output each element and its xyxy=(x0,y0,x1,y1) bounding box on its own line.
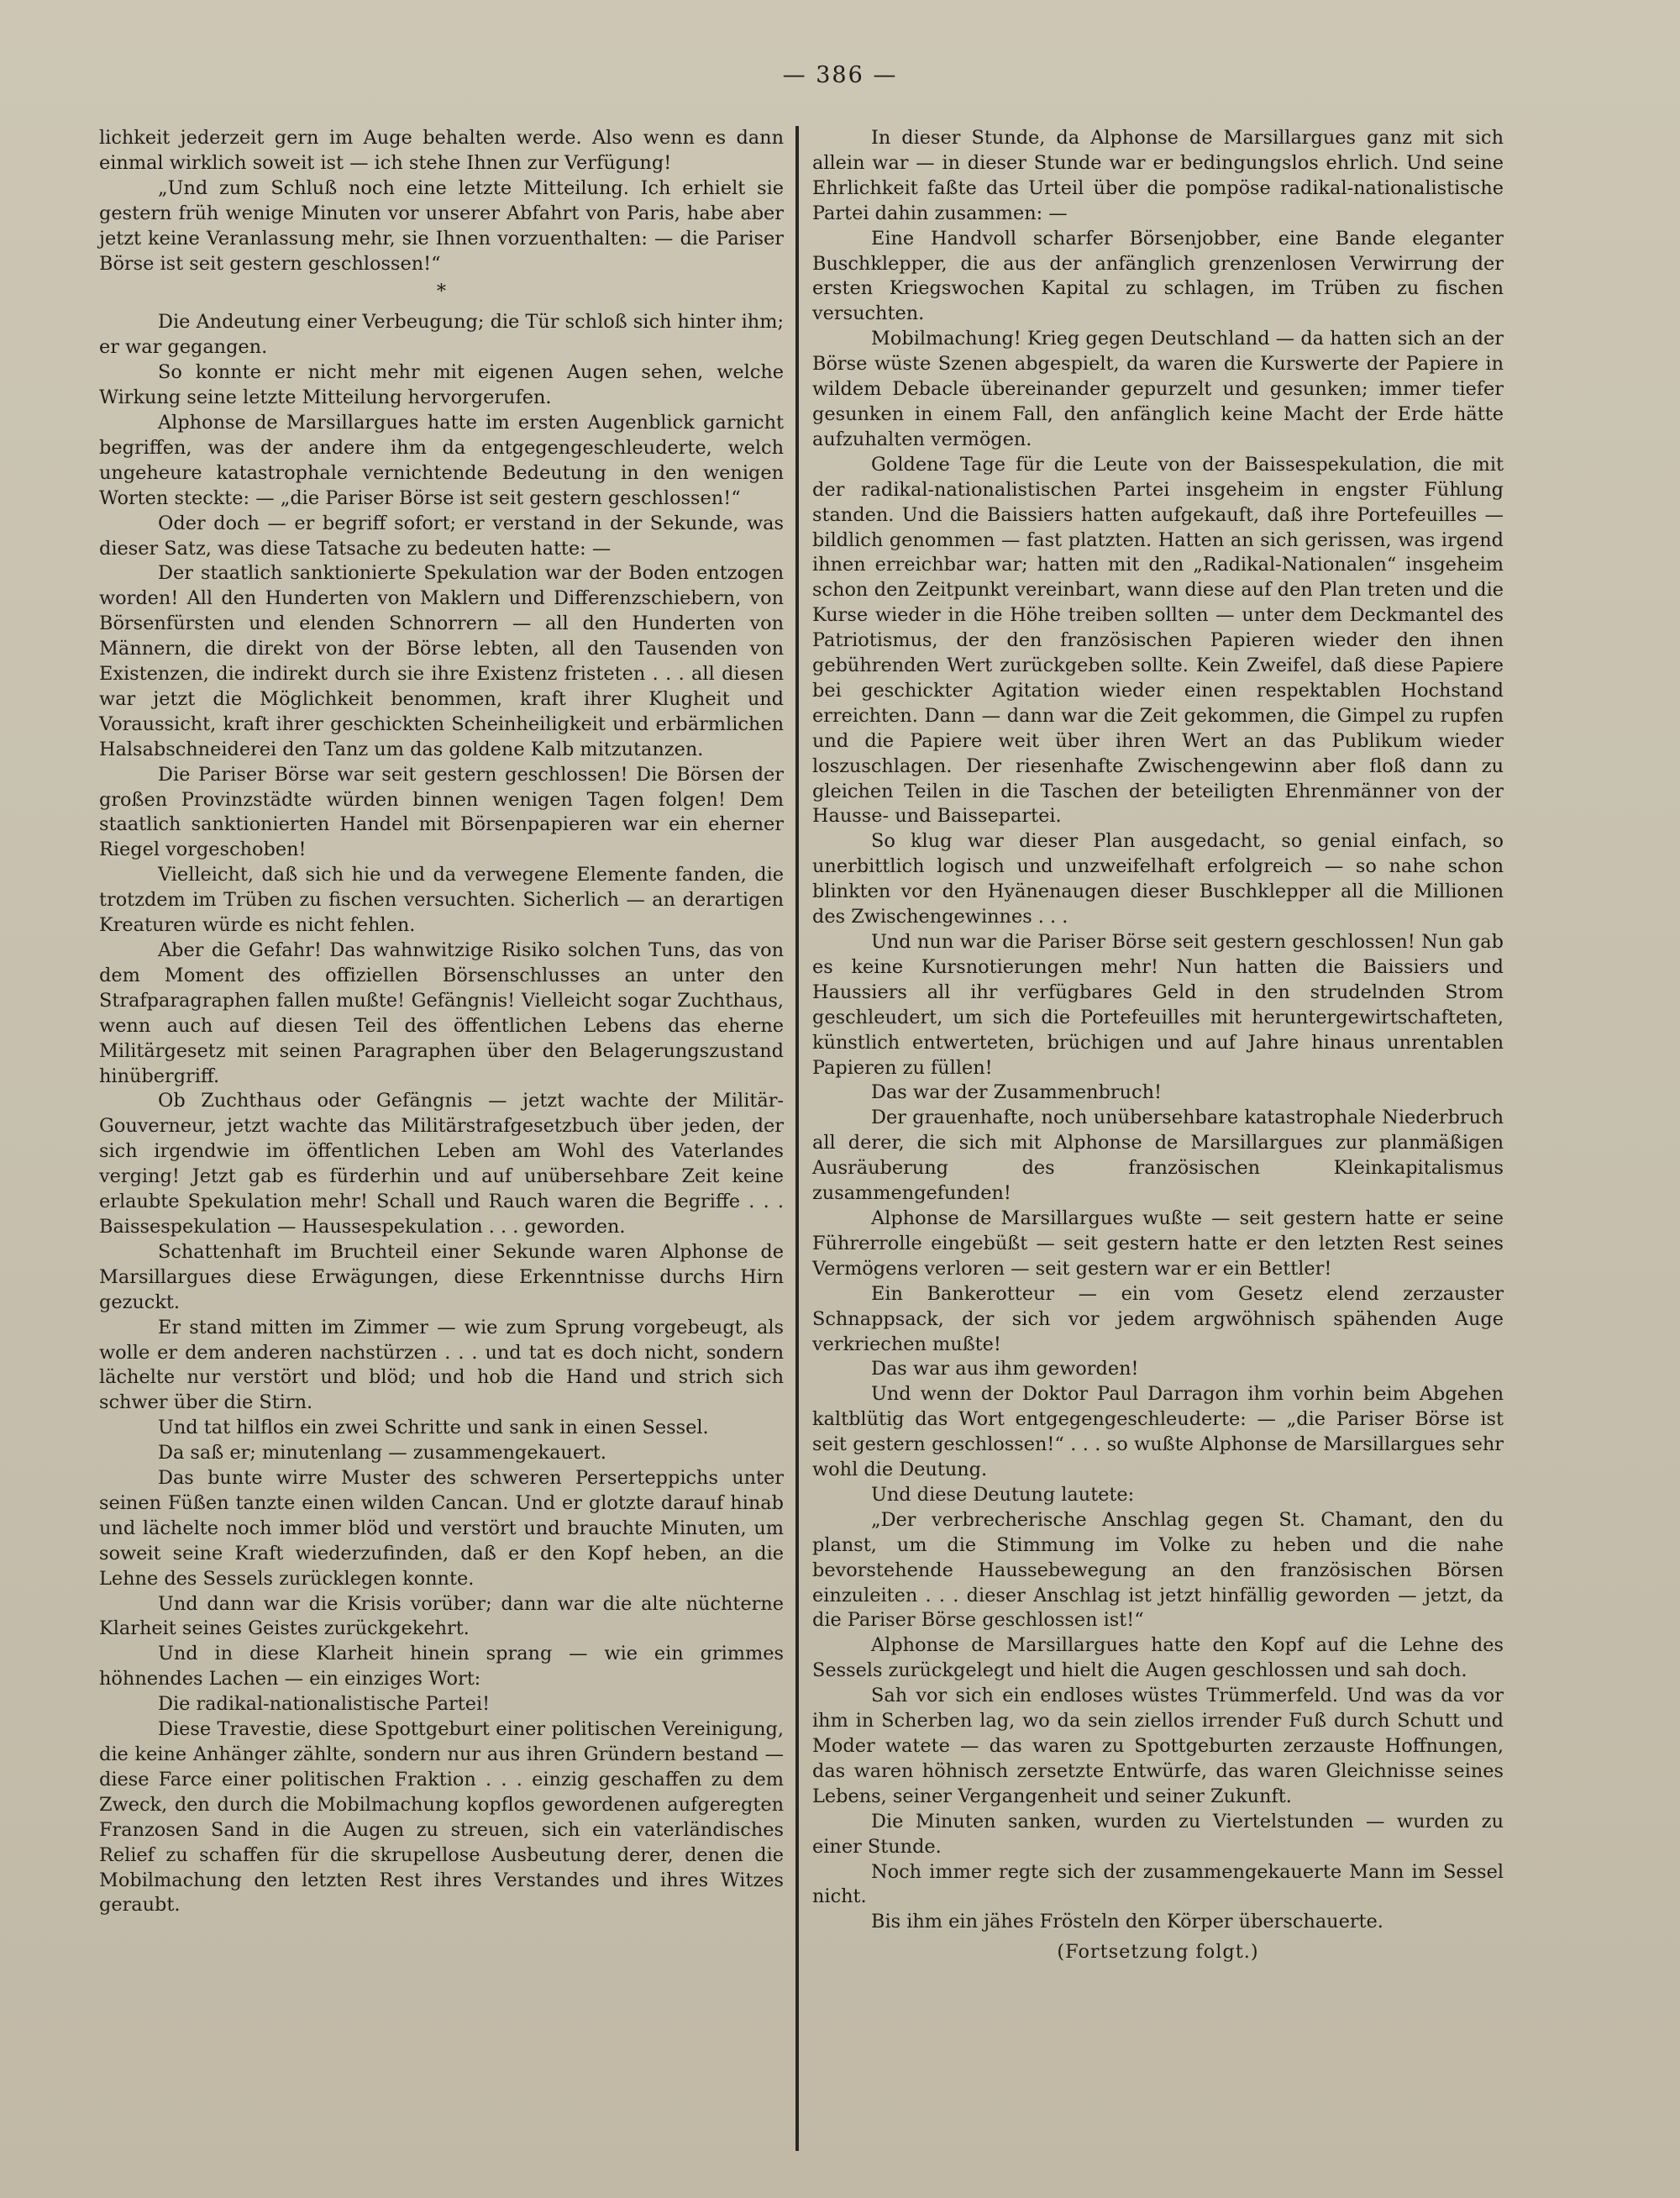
paragraph: Schattenhaft im Bruchteil einer Sekunde waren Alphonse de Marsillargues diese Erwägungen, diese Erkenntnisse durchs Hirn gezuckt. xyxy=(99,1240,784,1313)
paragraph: Der grauenhafte, noch unübersehbare katastrophale Niederbruch all derer, die sich mit Alphonse de Marsillargues zur planmäßigen Ausräuberung des französischen Kleinkapitalismus zusammengefunden! xyxy=(812,1107,1504,1205)
paragraph: Noch immer regte sich der zusammengekauerte Mann im Sessel nicht. xyxy=(812,1860,1504,1908)
paragraph: Und wenn der Doktor Paul Darragon ihm vorhin beim Abgehen kaltblütig das Wort entgegengeschleuderte: — „die Pariser Börse ist seit gestern geschlossen!“ . . . so wußte Alphonse de Marsillargues sehr wohl die Deutung. xyxy=(812,1383,1504,1481)
paragraph: Das war aus ihm geworden! xyxy=(871,1358,1139,1380)
section-break: * xyxy=(436,281,447,303)
paragraph: Die radikal-nationalistische Partei! xyxy=(158,1693,491,1716)
paragraph: Vielleicht, daß sich hie und da verwegene Elemente fanden, die trotzdem im Trüben zu fischen versuchten. Sicherlich — an derartigen Kreaturen würde es nicht fehlen. xyxy=(99,864,784,937)
paragraph: Und dann war die Krisis vorüber; dann war die alte nüchterne Klarheit seines Geistes zurückgekehrt. xyxy=(99,1592,784,1640)
paragraph: Mobilmachung! Krieg gegen Deutschland — da hatten sich an der Börse wüste Szenen abgespielt, da waren die Kurswerte der Papiere in wildem Debacle übereinander gepurzelt und gesunken; immer tiefer gesunken in einem Fall, den anfänglich keine Macht der Erde hätte aufzuhalten vermögen. xyxy=(812,328,1504,450)
paragraph: Die Pariser Börse war seit gestern geschlossen! Die Börsen der großen Provinzstädte würden binnen wenigen Tagen folgen! Dem staatlich sanktionierten Handel mit Börsenpapieren war ein eherner Riegel vorgeschoben! xyxy=(99,763,784,861)
paragraph: Und tat hilflos ein zwei Schritte und sank in einen Sessel. xyxy=(158,1417,709,1439)
paragraph: In dieser Stunde, da Alphonse de Marsillargues ganz mit sich allein war — in dieser Stunde war er bedingungslos ehrlich. Und seine Ehrlichkeit faßte das Urteil über die pompöse radikal-nationalistische Partei dahin zusammen: — xyxy=(812,127,1504,224)
right-column xyxy=(812,126,1504,1965)
paragraph: So klug war dieser Plan ausgedacht, so genial einfach, so unerbittlich logisch und unzweifelhaft erfolgreich — so nahe schon blinkten vor den Hyänenaugen dieser Buschklepper all die Millionen des Zwischengewinnes . . . xyxy=(812,830,1504,928)
paragraph: Das bunte wirre Muster des schweren Perserteppichs unter seinen Füßen tanzte einen wilden Cancan. Und er glotzte darauf hinab und lächelte noch immer blöd und verstört und brauchte Minuten, um soweit seine Kraft wiederzufinden, daß er den Kopf heben, an die Lehne des Sessels zurücklegen konnte. xyxy=(99,1467,784,1590)
paragraph: Die Andeutung einer Verbeugung; die Tür schloß sich hinter ihm; er war gegangen. xyxy=(99,311,784,359)
paragraph: Alphonse de Marsillargues hatte den Kopf auf die Lehne des Sessels zurückgelegt und hielt die Augen geschlossen und sah doch. xyxy=(812,1634,1504,1682)
paragraph: Die Minuten sanken, wurden zu Viertelstunden — wurden zu einer Stunde. xyxy=(812,1810,1504,1858)
paragraph: lichkeit jederzeit gern im Auge behalten werde. Also wenn es dann einmal wirklich soweit ist — ich stehe Ihnen zur Verfügung! xyxy=(99,127,784,174)
paragraph: So konnte er nicht mehr mit eigenen Augen sehen, welche Wirkung seine letzte Mitteilung hervorgerufen. xyxy=(99,361,784,409)
paragraph: Sah vor sich ein endloses wüstes Trümmerfeld. Und was da vor ihm in Scherben lag, wo da sein ziellos irrender Fuß durch Schutt und Moder watete — das waren zu Spottgeburten zerzauste Hoffnungen, das waren höhnisch zersetzte Entwürfe, das waren Gleichnisse seines Lebens, seiner Vergangenheit und seiner Zukunft. xyxy=(812,1685,1504,1807)
paragraph: Ein Bankerotteur — ein vom Gesetz elend zerzauster Schnappsack, der sich vor jedem argwöhnisch spähenden Auge verkriechen mußte! xyxy=(812,1282,1504,1355)
paragraph: „Und zum Schluß noch eine letzte Mitteilung. Ich erhielt sie gestern früh wenige Minuten vor unserer Abfahrt von Paris, habe aber jetzt keine Veranlassung mehr, sie Ihnen vorzuenthalten: — die Pariser Börse ist seit gestern geschlossen!“ xyxy=(99,176,784,275)
paragraph: Diese Travestie, diese Spottgeburt einer politischen Vereinigung, die keine Anhänger zählte, sondern nur aus ihren Gründern bestand — diese Farce einer politischen Fraktion . . . einzig geschaffen zu dem Zweck, den durch die Mobilmachung kopflos gewordenen aufgeregten Franzosen Sand in die Augen zu streuen, sich ein vaterländisches Relief zu schaffen für die skrupellose Ausbeutung derer, denen die Mobilmachung den letzten Rest ihres Verstandes und ihres Witzes geraubt. xyxy=(99,1718,784,1917)
paragraph: Aber die Gefahr! Das wahnwitzige Risiko solchen Tuns, das von dem Moment des offiziellen Börsenschlusses an unter den Strafparagraphen fallen mußte! Gefängnis! Vielleicht sogar Zuchthaus, wenn auch auf diesen Teil des öffentlichen Lebens das eherne Militärgesetz mit seinen Paragraphen über den Belagerungszustand hinübergriff. xyxy=(99,939,784,1087)
paragraph: Und diese Deutung lautete: xyxy=(871,1483,1135,1506)
paragraph: Alphonse de Marsillargues hatte im ersten Augenblick garnicht begriffen, was der andere ihm da entgegengeschleuderte, welch ungeheure katastrophale vernichtende Bedeutung in den wenigen Worten steckte: — „die Pariser Börse ist seit gestern geschlossen!“ xyxy=(99,411,784,509)
paragraph: Und nun war die Pariser Börse seit gestern geschlossen! Nun gab es keine Kursnotierungen mehr! Nun hatten die Baissiers und Haussiers all ihr verfügbares Geld in den strudelnden Strom geschleudert, um sich die Portefeuilles mit heruntergewirtschafteten, künstlich entwerteten, brüchigen und auf Jahre hinaus unrentablen Papieren zu füllen! xyxy=(812,931,1504,1079)
page-number: — 386 — xyxy=(782,62,898,88)
paragraph: Das war der Zusammenbruch! xyxy=(871,1081,1163,1104)
paragraph: Goldene Tage für die Leute von der Baissespekulation, die mit der radikal-nationalistischen Partei insgeheim in engster Fühlung standen. Und die Baissiers hatten aufgekauft, daß ihre Portefeuilles — bildlich genommen — fast platzten. Hatten an sich gerissen, was irgend ihnen erreichbar war; hatten mit den „Radikal-Nationalen“ insgeheim schon den Zeitpunkt vereinbart, wann diese auf den Plan treten und die Kurse wieder in die Höhe treiben sollten — unter dem Deckmantel des Patriotismus, der den französischen Papieren wieder den ihnen gebührenden Wert zurückgeben sollte. Kein Zweifel, daß diese Papiere bei geschickter Agitation wieder einen respektablen Hochstand erreichten. Dann — dann war die Zeit gekommen, die Gimpel zu rupfen und die Papiere weit über ihren Wert an das Publikum wieder loszuschlagen. Der riesenhafte Zwischengewinn aber floß dann zu gleichen Teilen in die Taschen der beteiligten Ehrenmänner von der Hausse- und Baissepartei. xyxy=(812,453,1504,828)
paragraph: „Der verbrecherische Anschlag gegen St. Chamant, den du planst, um die Stimmung im Volke zu heben und die nahe bevorstehende Haussebewegung an den französischen Börsen einzuleiten . . . dieser Anschlag ist jetzt hinfällig geworden — jetzt, da die Pariser Börse geschlossen ist!“ xyxy=(812,1508,1504,1632)
left-column xyxy=(99,126,784,1918)
paragraph: Da saß er; minutenlang — zusammengekauert. xyxy=(158,1442,606,1464)
paragraph: Oder doch — er begriff sofort; er verstand in der Sekunde, was dieser Satz, was diese Tatsache zu bedeuten hatte: — xyxy=(99,512,784,560)
paragraph: Ob Zuchthaus oder Gefängnis — jetzt wachte der Militär-Gouverneur, jetzt wachte das Militärstrafgesetzbuch über jeden, der sich irgendwie im öffentlichen Leben am Wohl des Vaterlandes verging! Jetzt gab es fürderhin und auf unübersehbare Zeit keine erlaubte Spekulation mehr! Schall und Rauch waren die Begriffe . . . Baissespekulation — Haussespekulation . . . geworden. xyxy=(99,1090,784,1238)
paragraph: Alphonse de Marsillargues wußte — seit gestern hatte er seine Führerrolle eingebüßt — seit gestern hatte er den letzten Rest seines Vermögens verloren — seit gestern war er ein Bettler! xyxy=(812,1207,1504,1280)
column-divider xyxy=(795,126,799,2151)
paragraph: Er stand mitten im Zimmer — wie zum Sprung vorgebeugt, als wolle er dem anderen nachstürzen . . . und tat es doch nicht, sondern lächelte nur verstört und blöd; und hob die Hand und strich sich schwer über die Stirn. xyxy=(99,1316,784,1414)
paragraph: Und in diese Klarheit hinein sprang — wie ein grimmes höhnendes Lachen — ein einziges Wort: xyxy=(99,1643,784,1691)
paragraph: Bis ihm ein jähes Frösteln den Körper überschauerte. xyxy=(871,1911,1383,1933)
continuation-note: (Fortsetzung folgt.) xyxy=(1057,1941,1259,1964)
paragraph: Eine Handvoll scharfer Börsenjobber, eine Bande eleganter Buschklepper, die aus der anfänglich grenzenlosen Verwirrung der ersten Kriegswochen Kapital zu schlagen, im Trüben zu fischen versuchten. xyxy=(812,227,1504,325)
paragraph: Der staatlich sanktionierte Spekulation war der Boden entzogen worden! All den Hunderten von Maklern und Differenzschiebern, von Börsenfürsten und elenden Schnorrern — all den Hunderten von Männern, die direkt von der Börse lebten, all den Tausenden von Existenzen, die indirekt durch sie ihre Existenz fristeten . . . all diesen war jetzt die Möglichkeit benommen, kraft ihrer Klugheit und Voraussicht, kraft ihrer geschickten Scheinheiligkeit und erbärmlichen Halsabschneiderei den Tanz um das goldene Kalb mitzutanzen. xyxy=(99,562,784,760)
